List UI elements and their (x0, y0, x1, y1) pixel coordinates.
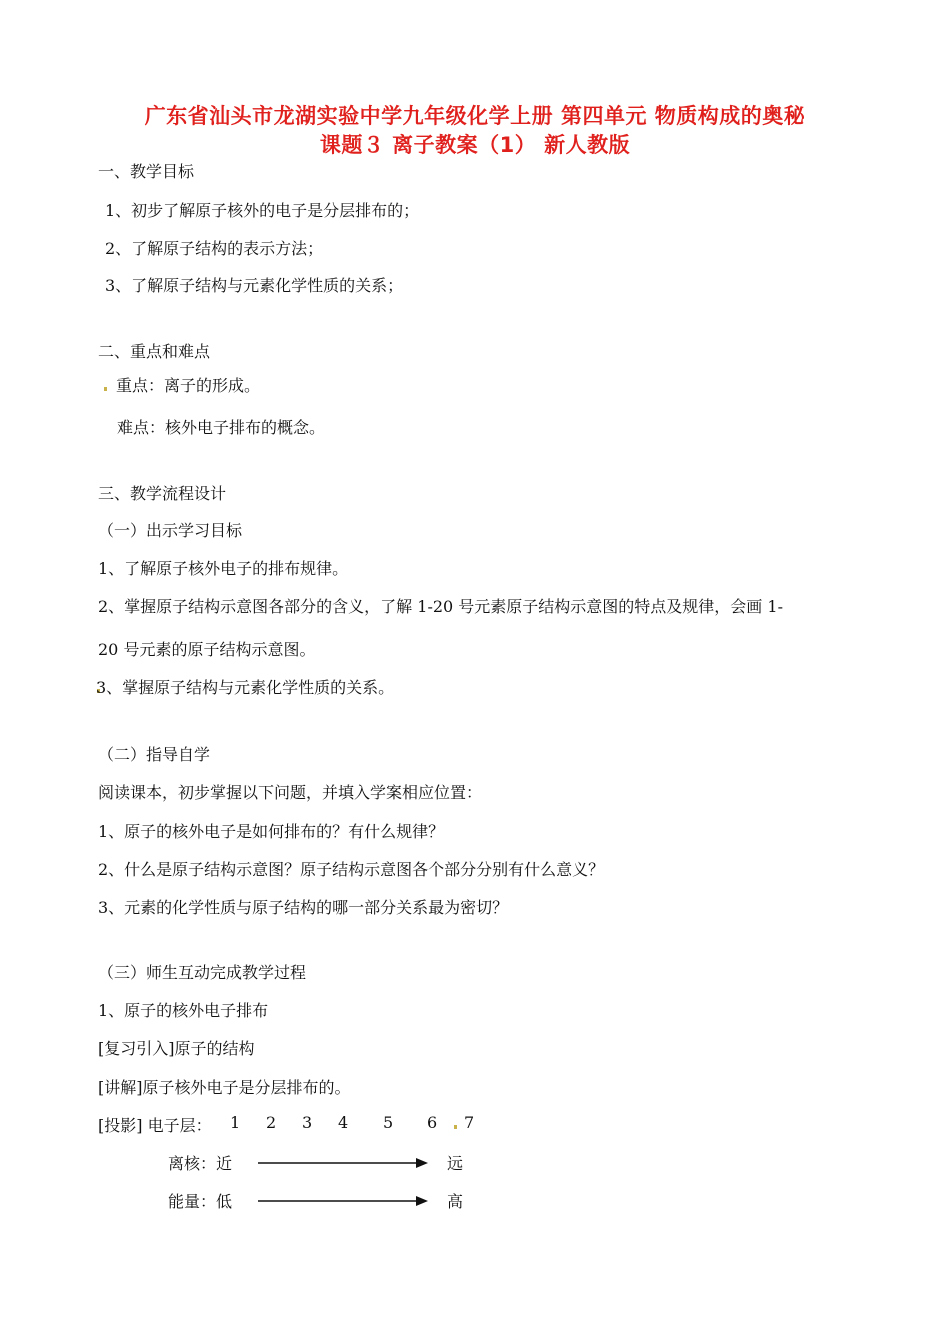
energy-label: 能量：低 (168, 1192, 233, 1211)
right-arrow-icon (258, 1193, 428, 1209)
goal-item-3 (96, 675, 394, 698)
distance-row (168, 1151, 488, 1177)
goal-item-1: 1、了解原子核外电子的排布规律。 (98, 559, 349, 578)
objective-item-2: 2、了解原子结构的表示方法； (105, 239, 324, 258)
mark-dot-icon (104, 387, 107, 391)
distance-end: 远 (447, 1154, 464, 1173)
layer-3: 3 (302, 1113, 313, 1132)
goal-item-2-line-2: 20 号元素的原子结构示意图。 (98, 640, 316, 659)
layer-7: 7 (464, 1113, 475, 1132)
mark-dot-icon (454, 1125, 457, 1129)
energy-row (168, 1189, 488, 1215)
energy-end: 高 (447, 1192, 464, 1211)
section-2-heading: 二、重点和难点 (98, 342, 211, 361)
part-1-heading: （一）出示学习目标 (98, 521, 243, 540)
goal-item-2-line-1: 2、掌握原子结构示意图各部分的含义，了解 1-20 号元素原子结构示意图的特点及规律，会画 1- (98, 597, 783, 616)
layer-5: 5 (383, 1113, 394, 1132)
objective-item-1-text: 1、初步了解原子核外的电子是分层排布的； (105, 201, 420, 220)
objective-item-3: 3、了解原子结构与元素化学性质的关系； (105, 276, 404, 295)
difficult-point: 难点：核外电子排布的概念。 (117, 418, 326, 437)
distance-label: 离核：近 (168, 1154, 233, 1173)
key-point (103, 373, 260, 396)
layer-6: 6 (427, 1113, 438, 1132)
question-3: 3、元素的化学性质与原子结构的哪一部分关系最为密切？ (98, 898, 509, 917)
layer-4: 4 (338, 1113, 349, 1132)
layer-2: 2 (266, 1113, 277, 1132)
lecture-line: [讲解]原子核外电子是分层排布的。 (98, 1078, 351, 1097)
process-item-1: 1、原子的核外电子排布 (98, 1001, 269, 1020)
document-title-line-2: 课题３ 离子教案（1） 新人教版 (319, 133, 631, 157)
layer-1: 1 (230, 1113, 241, 1132)
objective-item-1 (105, 198, 419, 221)
projection-label: [投影] 电子层： (98, 1116, 212, 1135)
goal-item-3-text: 3、掌握原子结构与元素化学性质的关系。 (96, 678, 395, 697)
part-3-heading: （三）师生互动完成教学过程 (98, 963, 307, 982)
review-line: [复习引入]原子的结构 (98, 1039, 255, 1058)
self-study-intro: 阅读课本，初步掌握以下问题，并填入学案相应位置： (98, 783, 483, 802)
right-arrow-icon (258, 1155, 428, 1171)
section-1-heading: 一、教学目标 (98, 162, 195, 181)
part-2-heading: （二）指导自学 (98, 745, 211, 764)
key-point-text: 重点：离子的形成。 (116, 376, 261, 395)
question-2: 2、什么是原子结构示意图？原子结构示意图各个部分分别有什么意义？ (98, 860, 605, 879)
document-title-line-1: 广东省汕头市龙湖实验中学九年级化学上册 第四单元 物质构成的奥秘 (144, 104, 806, 128)
section-3-heading: 三、教学流程设计 (98, 484, 227, 503)
question-1: 1、原子的核外电子是如何排布的？有什么规律？ (98, 822, 445, 841)
